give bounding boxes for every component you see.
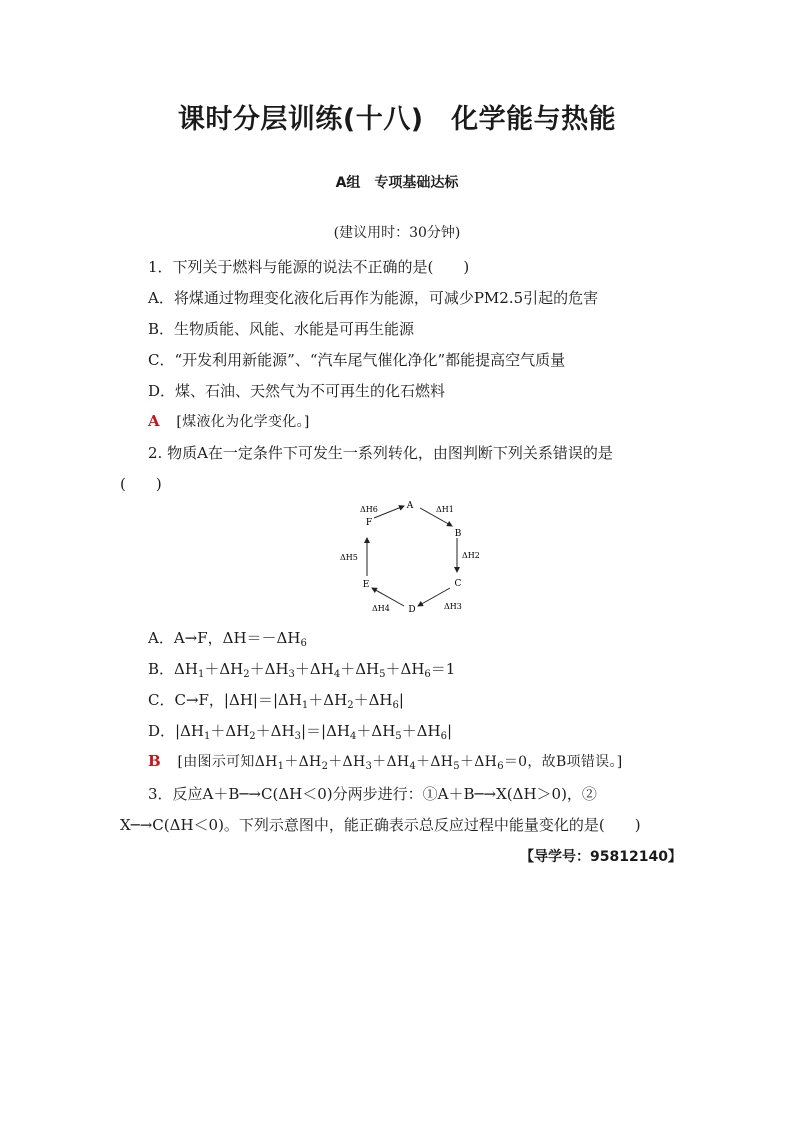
q1-answer-letter: A — [148, 412, 160, 430]
q2-answer-text: [由图示可知$\Delta H_1+\Delta H_2+\Delta H_3+\Delta H_4+\Delta H_5+\Delta H_6=0$，故B项错误。] — [177, 754, 623, 772]
label-dh5: ΔH5 — [340, 553, 358, 562]
label-dh4: ΔH4 — [372, 604, 390, 613]
q2-answer-letter: B — [148, 752, 161, 770]
q2-answer — [148, 751, 623, 772]
q2-option-a: A．A→F，$\Delta H=-\Delta H_6$ — [148, 629, 307, 649]
node-a: A — [406, 501, 414, 511]
page-title: 课时分层训练(十八) 化学能与热能 — [177, 104, 617, 135]
q3-reference-number: 【导学号：95812140】 — [520, 849, 682, 865]
node-e: E — [362, 580, 370, 590]
q1-option-c: C．“开发利用新能源”、“汽车尾气催化净化”都能提高空气质量 — [148, 351, 566, 369]
q3-stem-line2: X─→C(ΔH＜0)。下列示意图中，能正确表示总反应过程中能量变化的是( ) — [120, 816, 641, 834]
q3-stem-line1: 3．反应A＋B─→C(ΔH＜0)分两步进行：①A＋B─→X(ΔH＞0)，② — [148, 785, 597, 803]
label-dh2: ΔH2 — [462, 551, 480, 560]
q1-option-a: A．将煤通过物理变化液化后再作为能源，可减少PM2.5引起的危害 — [148, 289, 599, 307]
node-b: B — [454, 529, 462, 539]
q1-stem: 1．下列关于燃料与能源的说法不正确的是( ) — [148, 258, 470, 276]
group-heading: A组 专项基础达标 — [335, 175, 459, 191]
node-f: F — [365, 518, 373, 528]
q2-stem-line1: 2. 物质A在一定条件下可发生一系列转化，由图判断下列关系错误的是 — [148, 444, 613, 462]
q1-answer-text: [煤液化为化学变化。] — [176, 414, 310, 430]
q1-answer — [148, 411, 310, 431]
label-dh3: ΔH3 — [444, 602, 462, 611]
q1-option-b: B．生物质能、风能、水能是可再生能源 — [148, 320, 415, 338]
q1-option-d: D．煤、石油、天然气为不可再生的化石燃料 — [148, 382, 446, 400]
label-dh1: ΔH1 — [436, 505, 454, 514]
q2-stem-line2: ( ) — [120, 475, 162, 493]
q2-cycle-diagram — [330, 494, 490, 616]
node-c: C — [454, 579, 462, 589]
q2-option-d: D．$|\Delta H_1+\Delta H_2+\Delta H_3|=|\Delta H_4+\Delta H_5+\Delta H_6|$ — [148, 722, 453, 742]
node-d: D — [408, 605, 416, 615]
q2-option-b: B．$\Delta H_1+\Delta H_2+\Delta H_3+\Delta H_4+\Delta H_5+\Delta H_6=1$ — [148, 660, 456, 680]
edge-f-a — [374, 506, 404, 518]
q2-option-c: C．C→F，$|\Delta H|=|\Delta H_1+\Delta H_2+\Delta H_6|$ — [148, 691, 404, 711]
suggested-time: (建议用时：30分钟) — [333, 225, 461, 241]
label-dh6: ΔH6 — [360, 505, 378, 514]
